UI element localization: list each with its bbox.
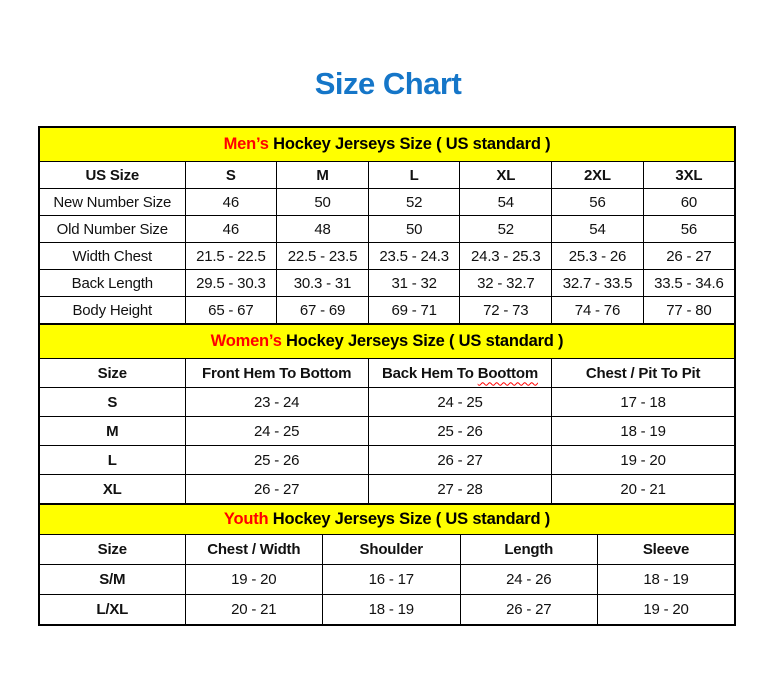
mens-column-header: US Size xyxy=(39,162,185,189)
mens-cell-value: 23.5 - 24.3 xyxy=(368,243,460,270)
mens-heading-text: Hockey Jerseys Size ( US standard ) xyxy=(268,135,551,153)
mens-cell-value: 21.5 - 22.5 xyxy=(185,243,277,270)
womens-cell-value: 26 - 27 xyxy=(368,446,551,475)
mens-cell-value: 74 - 76 xyxy=(552,297,644,325)
mens-column-header: XL xyxy=(460,162,552,189)
mens-cell-value: 56 xyxy=(552,189,644,216)
mens-column-header: M xyxy=(277,162,369,189)
mens-cell-value: 46 xyxy=(185,189,277,216)
mens-cell-value: 26 - 27 xyxy=(643,243,735,270)
mens-cell-value: 65 - 67 xyxy=(185,297,277,325)
womens-cell-value: 26 - 27 xyxy=(185,475,368,505)
womens-cell-value: 18 - 19 xyxy=(552,417,735,446)
womens-column-header: Size xyxy=(39,359,185,388)
womens-section-heading xyxy=(39,324,735,359)
womens-heading-text: Hockey Jerseys Size ( US standard ) xyxy=(281,332,564,350)
womens-row-label: XL xyxy=(39,475,185,505)
youth-table-row xyxy=(39,595,735,626)
mens-cell-value: 25.3 - 26 xyxy=(552,243,644,270)
youth-column-header: Shoulder xyxy=(323,535,461,565)
youth-cell-value: 18 - 19 xyxy=(323,595,461,626)
youth-column-header: Size xyxy=(39,535,185,565)
mens-banner-row xyxy=(39,127,735,162)
mens-cell-value: 30.3 - 31 xyxy=(277,270,369,297)
mens-cell-value: 56 xyxy=(643,216,735,243)
womens-column-header: Front Hem To Bottom xyxy=(185,359,368,388)
mens-cell-value: 29.5 - 30.3 xyxy=(185,270,277,297)
size-tables xyxy=(38,126,736,626)
misspelled-word: Boottom xyxy=(477,364,538,382)
youth-column-header: Sleeve xyxy=(598,535,736,565)
mens-heading-accent: Men’s xyxy=(223,135,269,153)
page-title: Size Chart xyxy=(314,66,462,101)
mens-column-header: L xyxy=(368,162,460,189)
mens-table-row xyxy=(39,216,735,243)
mens-size-table xyxy=(38,126,736,325)
youth-heading-text: Hockey Jerseys Size ( US standard ) xyxy=(268,510,551,528)
mens-cell-value: 50 xyxy=(368,216,460,243)
womens-table-row xyxy=(39,475,735,505)
mens-cell-value: 32.7 - 33.5 xyxy=(552,270,644,297)
youth-column-header: Chest / Width xyxy=(185,535,323,565)
mens-table-row xyxy=(39,270,735,297)
mens-cell-value: 69 - 71 xyxy=(368,297,460,325)
mens-cell-value: 31 - 32 xyxy=(368,270,460,297)
youth-banner-row xyxy=(39,504,735,535)
mens-cell-value: 60 xyxy=(643,189,735,216)
mens-cell-value: 52 xyxy=(368,189,460,216)
youth-header-row xyxy=(39,535,735,565)
youth-heading-accent: Youth xyxy=(223,510,269,528)
womens-cell-value: 23 - 24 xyxy=(185,388,368,417)
youth-cell-value: 26 - 27 xyxy=(460,595,598,626)
youth-cell-value: 24 - 26 xyxy=(460,565,598,595)
youth-row-label: S/M xyxy=(39,565,185,595)
womens-cell-value: 25 - 26 xyxy=(368,417,551,446)
womens-cell-value: 25 - 26 xyxy=(185,446,368,475)
womens-cell-value: 27 - 28 xyxy=(368,475,551,505)
mens-row-label: Body Height xyxy=(39,297,185,325)
womens-banner-row xyxy=(39,324,735,359)
mens-row-label: Old Number Size xyxy=(39,216,185,243)
mens-column-header: 2XL xyxy=(552,162,644,189)
mens-cell-value: 54 xyxy=(460,189,552,216)
womens-column-header: Chest / Pit To Pit xyxy=(552,359,735,388)
youth-size-table xyxy=(38,503,736,626)
womens-row-label: S xyxy=(39,388,185,417)
mens-cell-value: 52 xyxy=(460,216,552,243)
mens-cell-value: 22.5 - 23.5 xyxy=(277,243,369,270)
womens-cell-value: 24 - 25 xyxy=(185,417,368,446)
womens-column-header: Back Hem To Boottom xyxy=(368,359,551,388)
mens-column-header: S xyxy=(185,162,277,189)
mens-cell-value: 46 xyxy=(185,216,277,243)
mens-table-row xyxy=(39,243,735,270)
youth-cell-value: 18 - 19 xyxy=(598,565,736,595)
womens-row-label: L xyxy=(39,446,185,475)
mens-column-header: 3XL xyxy=(643,162,735,189)
womens-cell-value: 19 - 20 xyxy=(552,446,735,475)
youth-section-heading xyxy=(39,504,735,535)
youth-cell-value: 20 - 21 xyxy=(185,595,323,626)
youth-cell-value: 19 - 20 xyxy=(598,595,736,626)
mens-cell-value: 50 xyxy=(277,189,369,216)
womens-cell-value: 20 - 21 xyxy=(552,475,735,505)
womens-row-label: M xyxy=(39,417,185,446)
mens-cell-value: 48 xyxy=(277,216,369,243)
mens-cell-value: 72 - 73 xyxy=(460,297,552,325)
womens-table-row xyxy=(39,417,735,446)
mens-table-row xyxy=(39,189,735,216)
mens-cell-value: 33.5 - 34.6 xyxy=(643,270,735,297)
mens-row-label: New Number Size xyxy=(39,189,185,216)
youth-cell-value: 16 - 17 xyxy=(323,565,461,595)
mens-cell-value: 24.3 - 25.3 xyxy=(460,243,552,270)
mens-cell-value: 54 xyxy=(552,216,644,243)
womens-cell-value: 24 - 25 xyxy=(368,388,551,417)
mens-cell-value: 32 - 32.7 xyxy=(460,270,552,297)
youth-row-label: L/XL xyxy=(39,595,185,626)
womens-table-row xyxy=(39,446,735,475)
womens-heading-accent: Women’s xyxy=(210,332,282,350)
mens-cell-value: 67 - 69 xyxy=(277,297,369,325)
womens-table-row xyxy=(39,388,735,417)
mens-row-label: Width Chest xyxy=(39,243,185,270)
youth-column-header: Length xyxy=(460,535,598,565)
youth-table-row xyxy=(39,565,735,595)
mens-cell-value: 77 - 80 xyxy=(643,297,735,325)
mens-section-heading xyxy=(39,127,735,162)
womens-size-table xyxy=(38,323,736,505)
womens-header-row xyxy=(39,359,735,388)
mens-row-label: Back Length xyxy=(39,270,185,297)
mens-header-row xyxy=(39,162,735,189)
womens-cell-value: 17 - 18 xyxy=(552,388,735,417)
mens-table-row xyxy=(39,297,735,325)
youth-cell-value: 19 - 20 xyxy=(185,565,323,595)
